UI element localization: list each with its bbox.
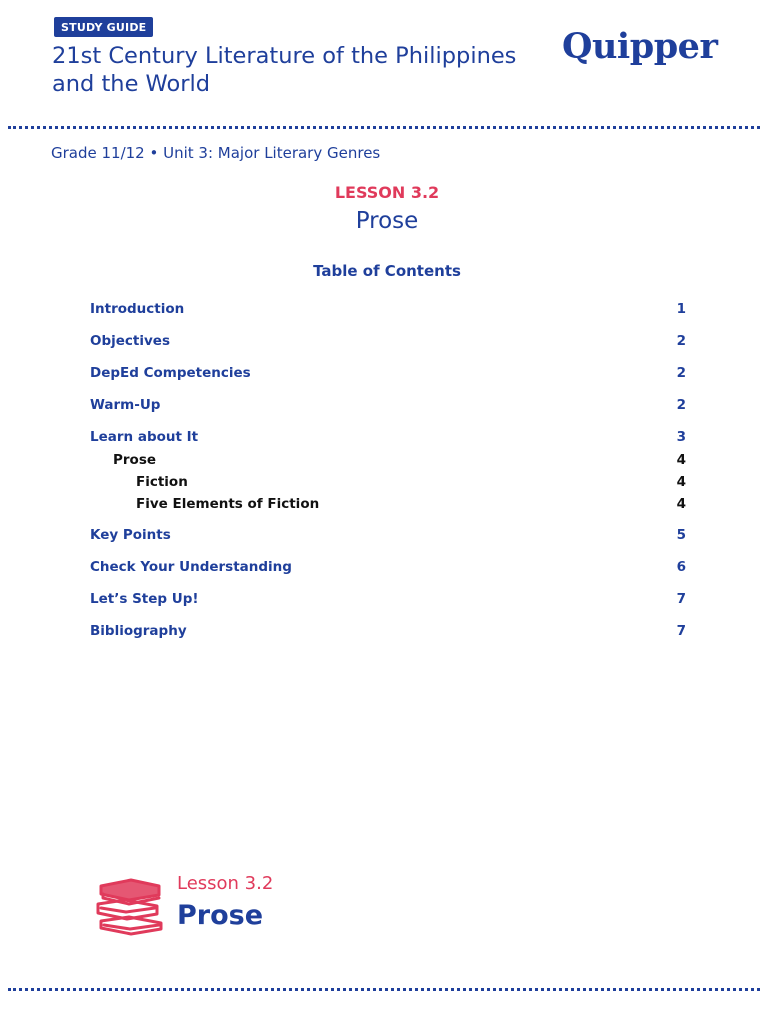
study-guide-badge: STUDY GUIDE: [54, 17, 153, 37]
toc-entry-label: Warm-Up: [90, 397, 161, 413]
document-title: [52, 42, 532, 98]
toc-entry-label: Check Your Understanding: [90, 559, 292, 575]
toc-entry-label: Prose: [113, 452, 157, 468]
toc-entry-introduction[interactable]: [90, 299, 686, 319]
toc-entry-label: DepEd Competencies: [90, 365, 251, 381]
lesson-title: Prose: [355, 208, 419, 234]
toc-entry-page: 6: [676, 559, 686, 575]
footer-lesson-title: Prose: [177, 900, 264, 931]
toc-entry-fiction[interactable]: [90, 472, 686, 492]
books-stack-icon: [95, 878, 165, 936]
toc-entry-prose[interactable]: [90, 450, 686, 470]
toc-entry-page: 3: [676, 429, 686, 445]
toc-entry-check-your-understanding[interactable]: [90, 557, 686, 577]
toc-entry-learn-about-it[interactable]: [90, 427, 686, 447]
toc-entry-deped-competencies[interactable]: [90, 363, 686, 383]
toc-entry-page: 4: [676, 474, 686, 490]
toc-entry-page: 4: [676, 496, 686, 512]
breadcrumb: Grade 11/12 • Unit 3: Major Literary Genres: [51, 144, 381, 162]
toc-entry-bibliography[interactable]: [90, 621, 686, 641]
footer-lesson-number: Lesson 3.2: [177, 873, 274, 894]
toc-entry-page: 2: [676, 397, 686, 413]
document-title-line-2: and the World: [52, 71, 211, 97]
toc-entry-label: Objectives: [90, 333, 170, 349]
toc-entry-label: Let’s Step Up!: [90, 591, 199, 607]
footer-divider: [8, 988, 760, 991]
toc-entry-page: 1: [676, 301, 686, 317]
toc-entry-page: 4: [676, 452, 686, 468]
toc-entry-page: 2: [676, 365, 686, 381]
lesson-number: LESSON 3.2: [334, 183, 440, 202]
toc-heading: Table of Contents: [313, 262, 461, 280]
toc-entry-objectives[interactable]: [90, 331, 686, 351]
toc-entry-page: 7: [676, 623, 686, 639]
toc-entry-label: Bibliography: [90, 623, 187, 639]
toc-entry-five-elements-of-fiction[interactable]: [90, 494, 686, 514]
toc-entry-lets-step-up[interactable]: [90, 589, 686, 609]
quipper-logo: Quipper: [562, 26, 718, 67]
toc-entry-page: 5: [676, 527, 686, 543]
toc-entry-warm-up[interactable]: [90, 395, 686, 415]
toc-entry-key-points[interactable]: [90, 525, 686, 545]
toc-entry-label: Fiction: [136, 474, 188, 490]
toc-entry-page: 2: [676, 333, 686, 349]
toc-entry-label: Introduction: [90, 301, 185, 317]
toc-entry-label: Key Points: [90, 527, 171, 543]
toc-entry-label: Learn about It: [90, 429, 199, 445]
document-title-line-1: 21st Century Literature of the Philippines: [52, 43, 517, 69]
toc-entry-label: Five Elements of Fiction: [136, 496, 320, 512]
header-divider: [8, 126, 760, 129]
toc-entry-page: 7: [676, 591, 686, 607]
